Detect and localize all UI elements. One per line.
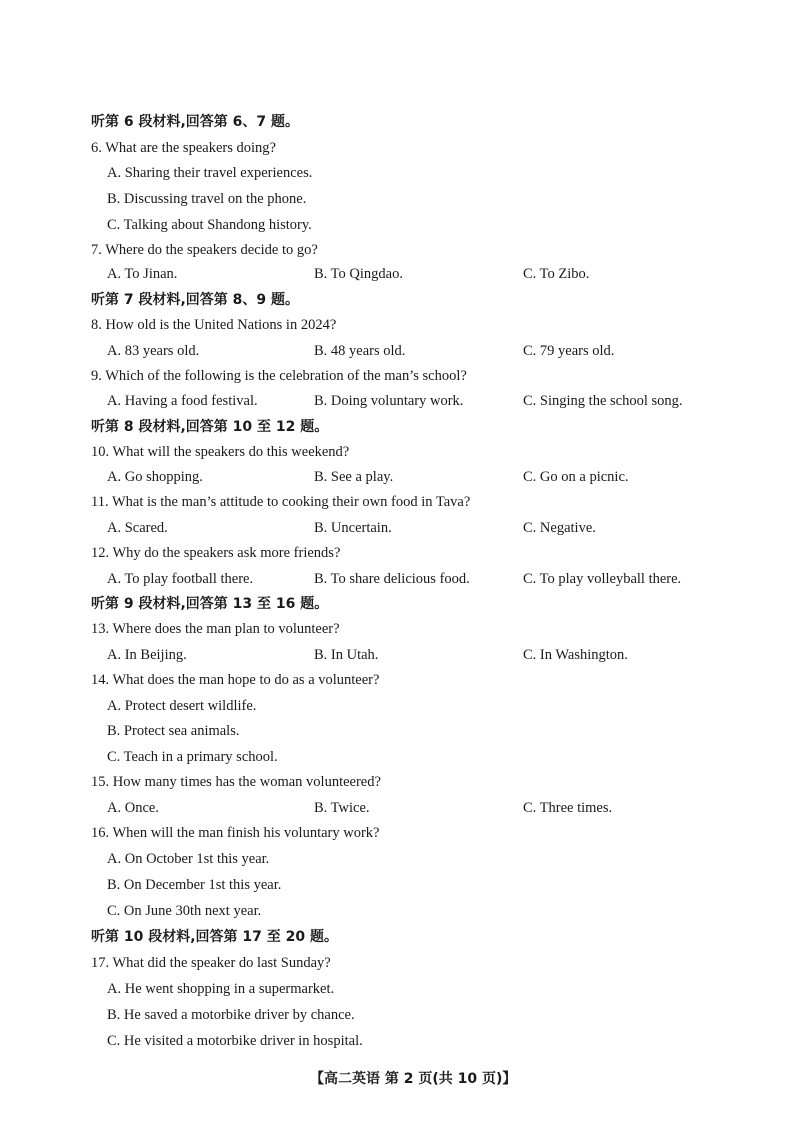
question-stem: 16. When will the man finish his voluntary work? <box>91 825 380 841</box>
option-b: B. He saved a motorbike driver by chance. <box>107 1007 355 1023</box>
option-b: B. On December 1st this year. <box>107 877 282 893</box>
question-stem: 6. What are the speakers doing? <box>91 140 276 156</box>
option-c: C. Three times. <box>523 800 613 816</box>
option-b: B. 48 years old. <box>314 343 406 359</box>
option-b: B. Discussing travel on the phone. <box>107 191 307 207</box>
option-c: C. Go on a picnic. <box>523 469 629 485</box>
option-a: A. In Beijing. <box>107 647 187 663</box>
option-c: C. He visited a motorbike driver in hospital. <box>107 1033 363 1049</box>
option-a: A. To Jinan. <box>107 266 178 282</box>
option-b: B. Protect sea animals. <box>107 723 240 739</box>
section-header: 听第 6 段材料,回答第 6、7 题。 <box>91 114 300 130</box>
option-a: A. 83 years old. <box>107 343 200 359</box>
option-a: A. Once. <box>107 800 159 816</box>
option-c: C. On June 30th next year. <box>107 903 262 919</box>
option-a: A. Having a food festival. <box>107 393 258 409</box>
section-header: 听第 10 段材料,回答第 17 至 20 题。 <box>91 929 339 945</box>
option-a: A. On October 1st this year. <box>107 851 270 867</box>
question-stem: 7. Where do the speakers decide to go? <box>91 242 318 258</box>
option-a: A. Protect desert wildlife. <box>107 698 257 714</box>
option-a: A. Scared. <box>107 520 168 536</box>
option-b: B. In Utah. <box>314 647 379 663</box>
option-c: C. Singing the school song. <box>523 393 683 409</box>
question-stem: 12. Why do the speakers ask more friends? <box>91 545 341 561</box>
option-a: A. Sharing their travel experiences. <box>107 165 313 181</box>
section-header: 听第 8 段材料,回答第 10 至 12 题。 <box>91 419 329 435</box>
question-stem: 8. How old is the United Nations in 2024? <box>91 317 337 333</box>
question-stem: 14. What does the man hope to do as a volunteer? <box>91 672 380 688</box>
option-b: B. See a play. <box>314 469 394 485</box>
section-header: 听第 9 段材料,回答第 13 至 16 题。 <box>91 596 329 612</box>
option-c: C. In Washington. <box>523 647 628 663</box>
question-stem: 11. What is the man’s attitude to cooking their own food in Tava? <box>91 494 471 510</box>
page-footer: 【高二英语 第 2 页(共 10 页)】 <box>310 1071 517 1087</box>
question-stem: 13. Where does the man plan to volunteer? <box>91 621 340 637</box>
option-c: C. Talking about Shandong history. <box>107 217 312 233</box>
option-c: C. Negative. <box>523 520 596 536</box>
option-b: B. To Qingdao. <box>314 266 403 282</box>
question-stem: 15. How many times has the woman volunteered? <box>91 774 381 790</box>
option-a: A. To play football there. <box>107 571 254 587</box>
option-c: C. To play volleyball there. <box>523 571 682 587</box>
option-c: C. Teach in a primary school. <box>107 749 278 765</box>
question-stem: 9. Which of the following is the celebration of the man’s school? <box>91 368 467 384</box>
question-stem: 17. What did the speaker do last Sunday? <box>91 955 331 971</box>
section-header: 听第 7 段材料,回答第 8、9 题。 <box>91 292 300 308</box>
option-b: B. To share delicious food. <box>314 571 470 587</box>
option-a: A. Go shopping. <box>107 469 203 485</box>
option-c: C. To Zibo. <box>523 266 590 282</box>
question-stem: 10. What will the speakers do this weekend? <box>91 444 350 460</box>
option-b: B. Doing voluntary work. <box>314 393 464 409</box>
option-c: C. 79 years old. <box>523 343 615 359</box>
option-b: B. Twice. <box>314 800 370 816</box>
option-a: A. He went shopping in a supermarket. <box>107 981 335 997</box>
option-b: B. Uncertain. <box>314 520 392 536</box>
